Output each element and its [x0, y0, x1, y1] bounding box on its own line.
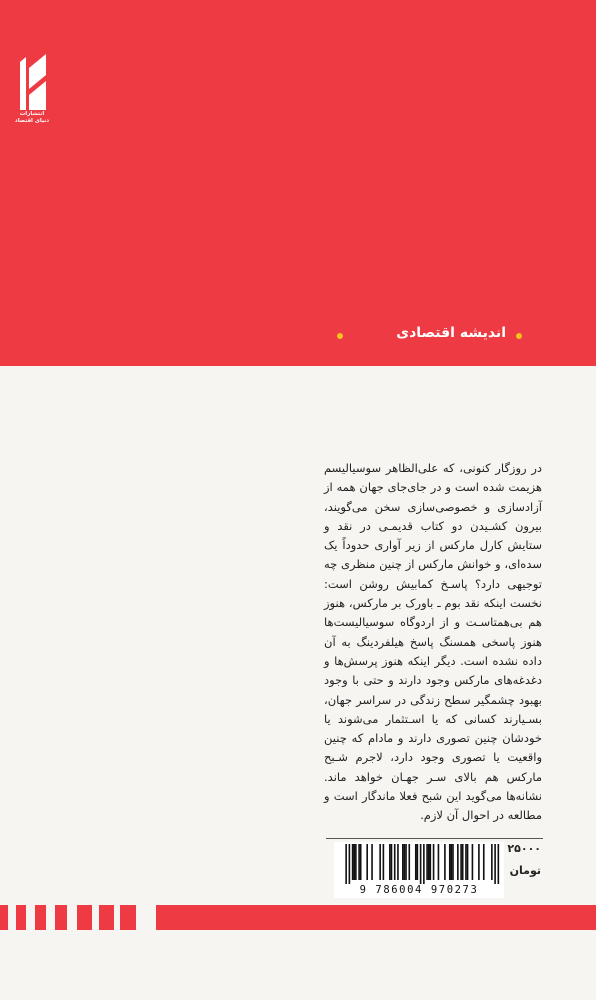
blurb-line: دغدغه‌های مارکس وجود دارند و حتی با وجود: [324, 673, 542, 688]
divider-line: [326, 838, 543, 839]
barcode-bar: [449, 844, 451, 880]
barcode-bar: [383, 844, 385, 880]
barcode-bars: [334, 844, 504, 884]
blurb-line: مارکس هم بالای سـر جهـان خواهد ماند.: [324, 769, 542, 784]
barcode-bar: [389, 844, 391, 880]
bullet-dot-icon: [516, 333, 522, 339]
barcode-bar: [438, 844, 440, 880]
barcode-bar: [345, 844, 347, 884]
barcode-bar: [451, 844, 453, 880]
publisher-logo-icon: [20, 54, 46, 110]
strip-block: [16, 905, 26, 930]
barcode-bar: [366, 844, 368, 880]
blurb-line: ستایش کارل مارکس از زیر آواری حدوداً یک: [324, 538, 542, 553]
barcode-bar: [452, 844, 454, 880]
series-title: اندیشه اقتصادی: [396, 325, 506, 341]
publisher-name-line1: انتشارات: [19, 111, 45, 117]
barcode-bar: [391, 844, 393, 880]
blurb-line: آزادسازی و خصوصی‌سازی سخن می‌گویند،: [324, 499, 542, 514]
barcode-bar: [394, 844, 396, 880]
barcode-bar: [355, 844, 357, 880]
barcode-bar: [457, 844, 459, 880]
publisher-name-line2: دنیای اقتصاد: [14, 118, 50, 124]
blurb-line: توجیهی دارد؟ پاسـخ کمابیش روشن است:: [324, 576, 542, 591]
blurb-line: در روزگار کنونی، که علی‌الظاهر سوسیالیسم: [324, 461, 542, 475]
barcode-bar: [415, 844, 417, 880]
blurb-line: نشانه‌ها می‌گوید این شبح فعلا ماندگار است و: [324, 789, 542, 804]
barcode-bar: [491, 844, 493, 880]
bullet-dot-icon: [337, 333, 343, 339]
barcode-bar: [420, 844, 422, 884]
barcode-bar: [478, 844, 480, 880]
blurb-line: بیرون کشـیدن دو کتاب قدیمـی در نقد و: [324, 518, 542, 533]
blurb-line: واقعیت یا تصوری وجود دارد، لاجرم شـبح: [324, 750, 542, 765]
blurb-line: هم بی‌همتاسـت و از اردوگاه سوسیالیست‌ها: [324, 615, 542, 630]
strip-block: [99, 905, 114, 930]
barcode-bar: [428, 844, 430, 880]
barcode-bar: [472, 844, 474, 880]
blurb-line: سده‌ای، و خوانش مارکس از چنین منظری چه: [324, 557, 542, 572]
decorative-strip: [0, 905, 596, 930]
back-cover-blurb: [324, 459, 542, 826]
barcode-bar: [423, 844, 425, 884]
barcode-bar: [402, 844, 404, 880]
strip-long-bar: [156, 905, 596, 930]
barcode-bar: [408, 844, 410, 880]
price-amount: ۲۵۰۰۰: [507, 842, 541, 855]
barcode-bar: [352, 844, 354, 880]
barcode-bar: [498, 844, 500, 884]
barcode-bar: [460, 844, 462, 880]
barcode-bar: [405, 844, 407, 880]
strip-block: [77, 905, 92, 930]
barcode-bar: [467, 844, 469, 880]
barcode: [334, 842, 504, 898]
barcode-bar: [462, 844, 464, 880]
blurb-line: بهبود چشمگیر سطح زندگی در سراسر جهان،: [324, 692, 542, 707]
blurb-line: داده نشده است. دیگر اینکه هنوز پرسش‌ها و: [324, 653, 542, 668]
barcode-digits: 9 786004 970273: [359, 884, 479, 896]
strip-block: [55, 905, 67, 930]
blurb-line: بسـیارند کسانی که یا اسـتثمار می‌شوند یا: [324, 711, 542, 726]
barcode-bar: [358, 844, 360, 880]
barcode-bar: [483, 844, 485, 880]
barcode-bar: [379, 844, 381, 880]
blurb-line: هزیمت شده است و در جای‌جای جهان همه از: [324, 480, 542, 495]
blurb-line: نخست اینکه نقد بوم ـ باورک بر مارکس، هنوز: [324, 596, 542, 611]
publisher-name: [14, 111, 50, 125]
barcode-bar: [397, 844, 399, 880]
strip-block: [120, 905, 136, 930]
cover-top-panel: [0, 0, 596, 366]
barcode-bar: [360, 844, 362, 880]
series-label: [330, 322, 530, 350]
blurb-line: هنوز پاسخی همسنگ پاسخ هیلفردینگ به آن: [324, 634, 542, 649]
strip-block: [0, 905, 8, 930]
barcode-bar: [433, 844, 435, 880]
barcode-bar: [353, 844, 355, 880]
blurb-line: مطالعه در احوال آن لازم.: [420, 808, 542, 823]
strip-block: [35, 905, 46, 930]
barcode-bar: [426, 844, 428, 880]
price-currency: تومان: [509, 864, 541, 877]
barcode-bar: [371, 844, 373, 880]
barcode-bar: [494, 844, 496, 884]
barcode-bar: [430, 844, 432, 880]
barcode-bar: [349, 844, 351, 884]
barcode-bar: [417, 844, 419, 880]
barcode-bar: [465, 844, 467, 880]
barcode-bar: [444, 844, 446, 880]
barcode-bar: [404, 844, 406, 880]
blurb-line: خودشان چنین تصوری دارند و مادام که چنین: [324, 731, 542, 746]
